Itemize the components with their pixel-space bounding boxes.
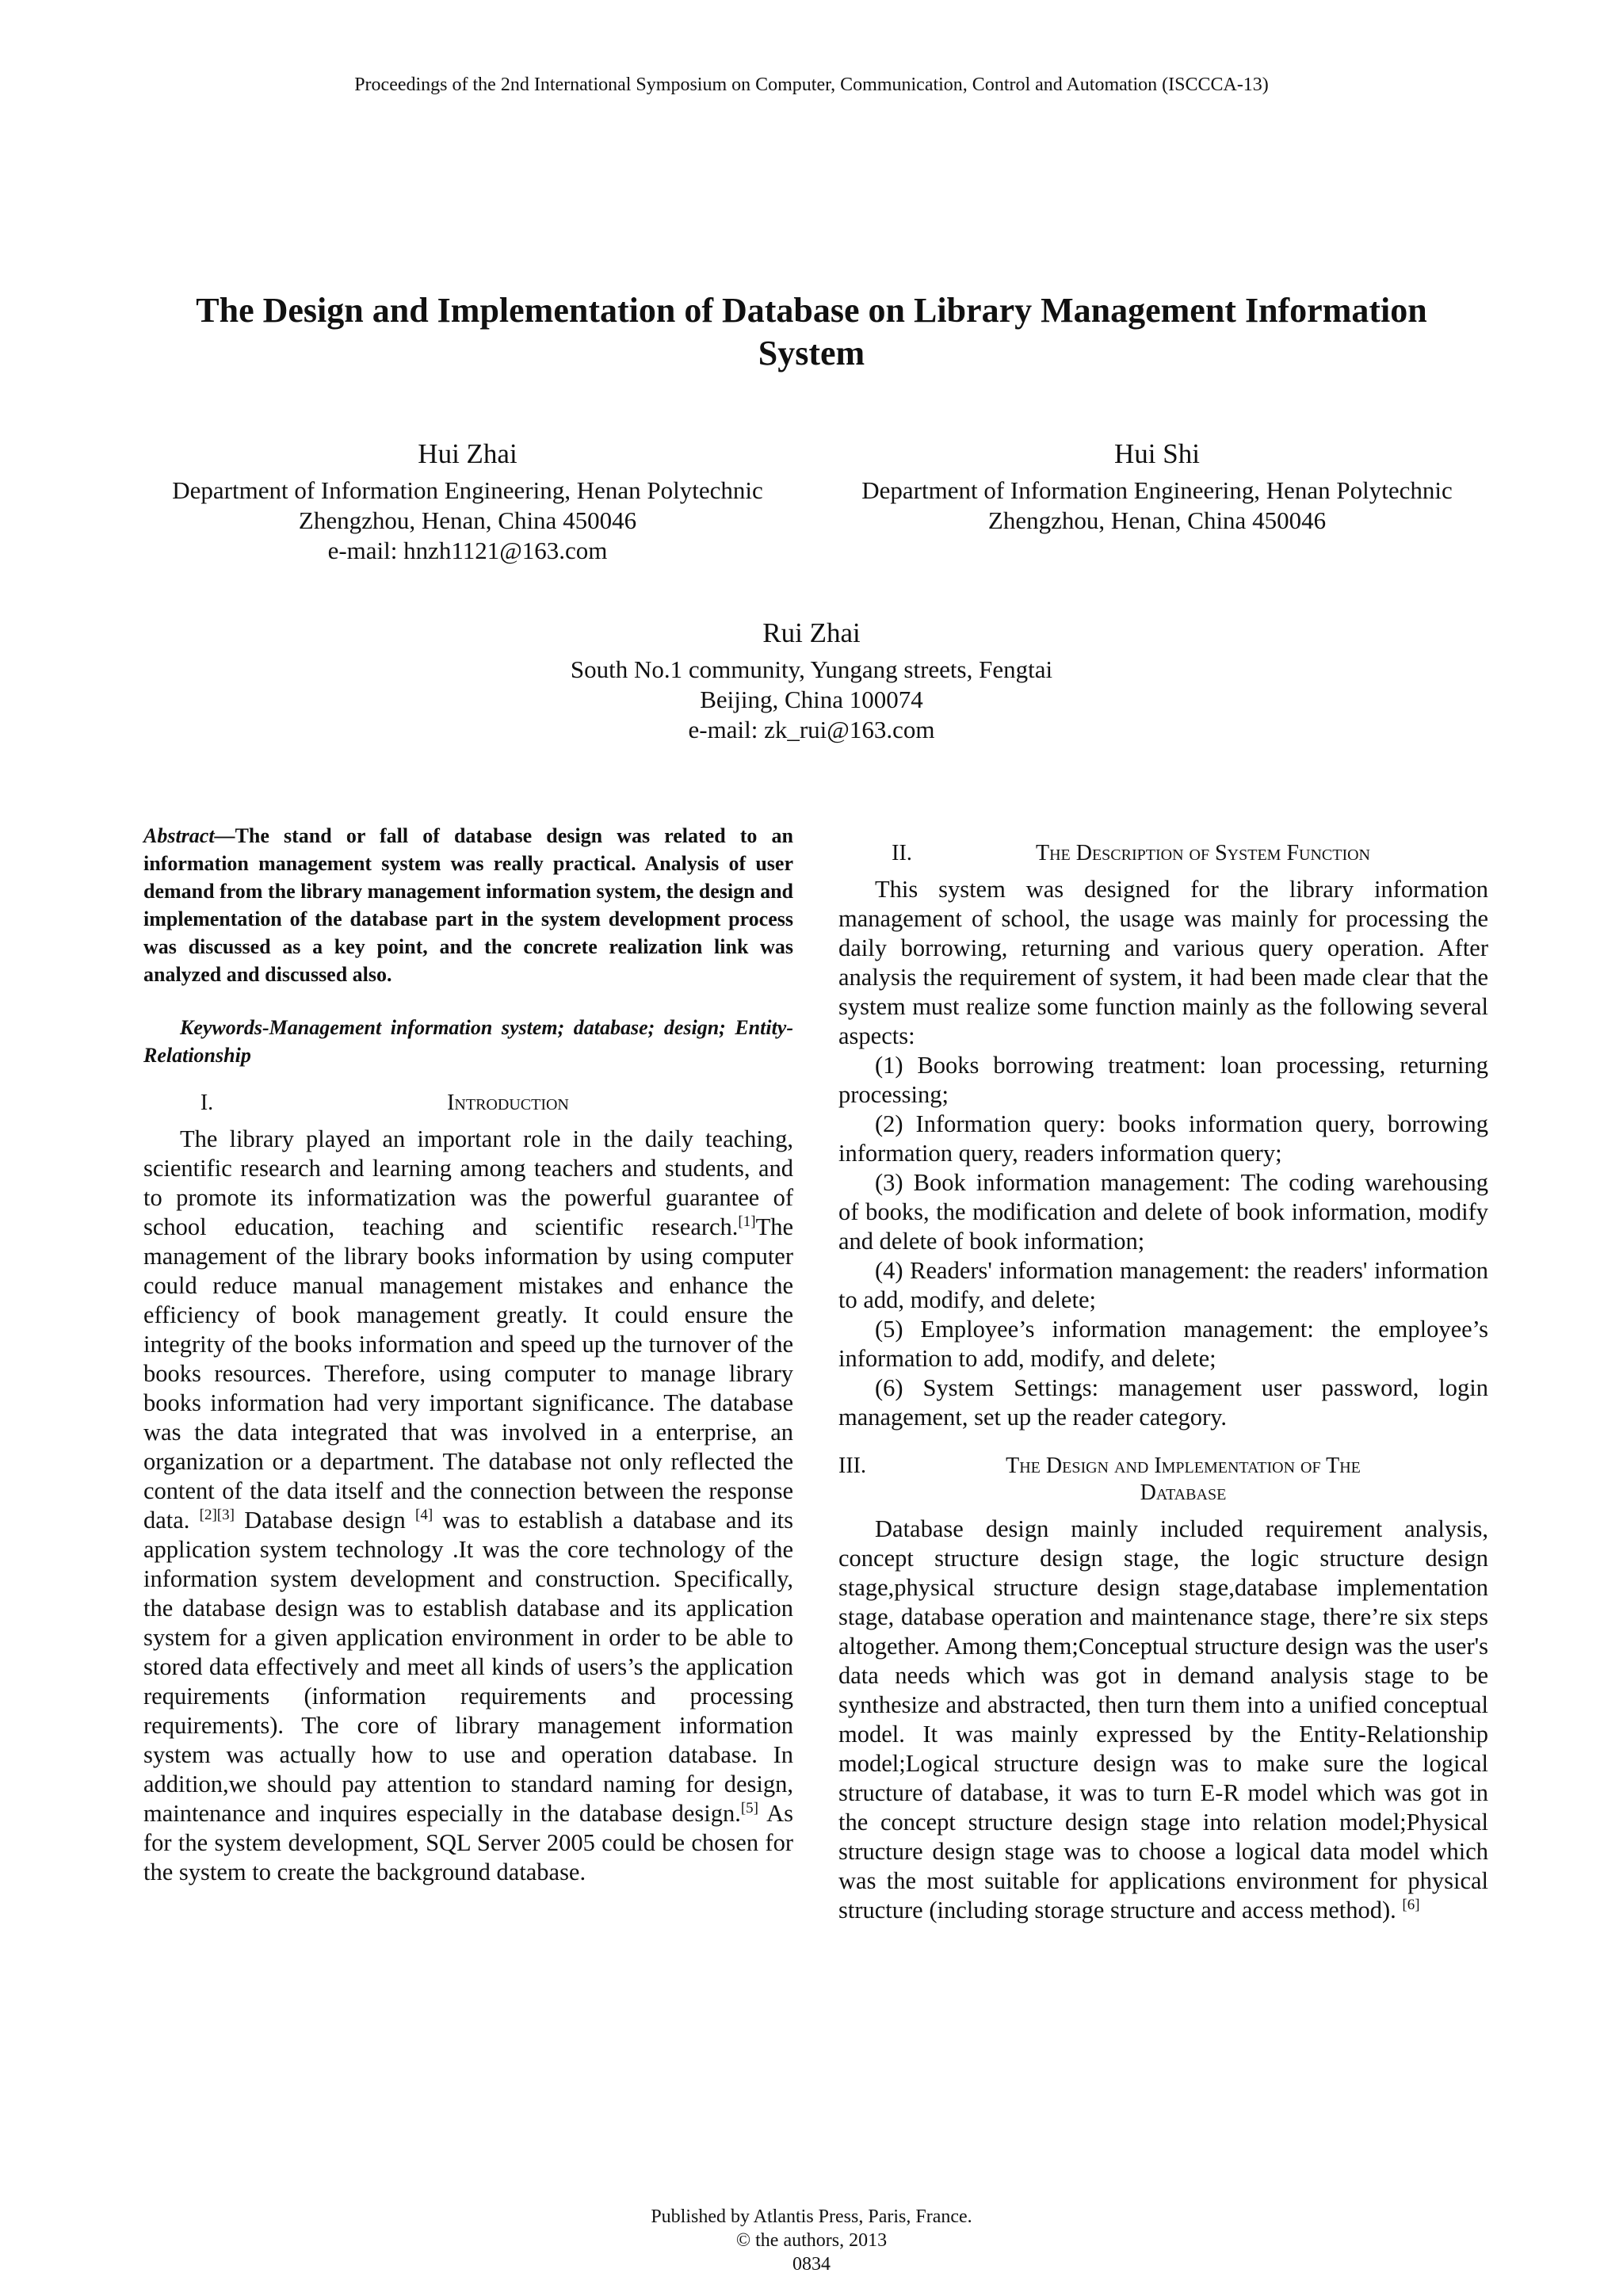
introduction-paragraph xyxy=(143,1125,793,1887)
section-number: III. xyxy=(838,1454,866,1478)
author-address: Beijing, China 100074 xyxy=(700,686,923,713)
citation: [4] xyxy=(415,1506,433,1523)
title-line-2: System xyxy=(758,334,865,372)
citation: [2][3] xyxy=(199,1506,235,1523)
author-affiliation: Department of Information Engineering, Henan Polytechnic xyxy=(172,476,763,504)
section-number: II. xyxy=(892,841,912,865)
section-title-line: Database xyxy=(1140,1480,1227,1505)
section-heading-introduction xyxy=(143,1090,793,1117)
function-list-item: (4) Readers' information management: the readers' information to add, modify, and delete; xyxy=(838,1257,1488,1313)
section-paragraph xyxy=(838,1515,1488,1925)
author-address: Zhengzhou, Henan, China 450046 xyxy=(987,506,1327,534)
function-list-item: (5) Employee’s information management: the employee’s information to add, modify, and delete; xyxy=(838,1316,1488,1372)
section-title: The Description of System Function xyxy=(1035,841,1371,865)
author-block xyxy=(127,439,808,566)
function-list-item: (2) Information query: books information query, borrowing information query, readers information query; xyxy=(838,1110,1488,1167)
author-address: Zhengzhou, Henan, China 450046 xyxy=(298,506,637,534)
author-name: Hui Zhai xyxy=(418,438,517,469)
section-title xyxy=(926,1453,1488,1507)
section-heading-database-design xyxy=(838,1453,1488,1507)
title-line-1: The Design and Implementation of Database on Library Management Information xyxy=(196,291,1427,330)
abstract xyxy=(143,822,793,988)
intro-text: Database design xyxy=(234,1507,416,1534)
author-affiliation: Department of Information Engineering, Henan Polytechnic xyxy=(861,476,1453,504)
function-list-item: (3) Book information management: The coding warehousing of books, the modification and delete of book information, modify and delete of book information; xyxy=(838,1169,1488,1255)
function-list-item: (1) Books borrowing treatment: loan processing, returning processing; xyxy=(838,1052,1488,1108)
paper-title xyxy=(119,289,1504,375)
author-name: Hui Shi xyxy=(1114,438,1200,469)
author-email: e-mail: hnzh1121@163.com xyxy=(327,537,608,564)
right-column xyxy=(838,840,1488,1925)
section-title-line: The Design and Implementation of The xyxy=(1006,1454,1361,1478)
author-name: Rui Zhai xyxy=(762,617,861,648)
left-column xyxy=(143,822,793,1887)
intro-text: was to establish a database and its application system technology .It was the core technology of the information system development and construction. Specifically, the database design was to establish database and its application system for a given application environment in order to be able to stored data effectively and meet all kinds of users’s the application requirements (information requirements and processing requirements). The core of library management information system was actually how to use and operation database. In addition,we should pay attention to standard naming for design, maintenance and inquires especially in the database design. xyxy=(143,1507,793,1827)
citation: [1] xyxy=(738,1213,756,1230)
section-number: I. xyxy=(200,1091,214,1115)
section-title: Introduction xyxy=(447,1091,569,1115)
page-footer xyxy=(0,2205,1623,2276)
citation: [6] xyxy=(1402,1896,1420,1913)
author-email: e-mail: zk_rui@163.com xyxy=(688,716,935,743)
intro-text: The management of the library books information by using computer could reduce manual management mistakes and enhance the efficiency of book management greatly. It could ensure the integrity of the books information and speed up the turnover of the books resources. Therefore, using computer to manage library books information had very important significance. The database was the data integrated that was involved in a enterprise, an organization or a department. The database not only reflected the content of the data itself and the connection between the response data. xyxy=(143,1213,793,1534)
keywords: Keywords-Management information system; database; design; Entity-Relationship xyxy=(143,1016,793,1067)
intro-text: As for the system development, SQL Server 2005 could be chosen for the system to create the background database. xyxy=(143,1800,793,1885)
function-list-item: (6) System Settings: management user password, login management, set up the reader category. xyxy=(838,1374,1488,1431)
section-paragraph: This system was designed for the library information management of school, the usage was mainly for processing the daily borrowing, returning and various query operation. After analysis the requirement of system, it had been made clear that the system must realize some function mainly as the following several aspects: xyxy=(838,876,1488,1049)
section-heading-system-function xyxy=(838,840,1488,867)
author-affiliation: South No.1 community, Yungang streets, Fengtai xyxy=(570,655,1053,683)
author-block xyxy=(415,618,1208,745)
abstract-text: The stand or fall of database design was related to an information management system was really practical. Analysis of user demand from the library management information system, the design and implementation of the database part in the system development process was discussed as a key point, and the concrete realization link was analyzed and discussed also. xyxy=(143,824,793,986)
citation: [5] xyxy=(740,1799,759,1817)
copyright-line: © the authors, 2013 xyxy=(735,2230,888,2251)
proceedings-header: Proceedings of the 2nd International Symposium on Computer, Communication, Control and Automation (ISCCCA-13) xyxy=(354,74,1269,95)
page-number: 0834 xyxy=(792,2254,831,2275)
abstract-label: Abstract— xyxy=(143,824,235,847)
publisher-line: Published by Atlantis Press, Paris, France. xyxy=(651,2206,972,2227)
intro-text: The library played an important role in the daily teaching, scientific research and learning among teachers and students, and to promote its informatization was the powerful guarantee of school education, teaching and scientific research. xyxy=(143,1125,793,1240)
author-block xyxy=(816,439,1498,536)
section-text: Database design mainly included requirement analysis, concept structure design stage, the logic structure design stage,physical structure design stage,database implementation stage, database operation and maintenance stage, there’re six steps altogether. Among them;Conceptual structure design was the user's data needs which was got in demand analysis stage to be synthesize and abstracted, then turn them into a unified conceptual model. It was mainly expressed by the Entity-Relationship model;Logical structure design was to make sure the logical structure of database, it was to turn E-R model which was got in the concept structure design stage into relation model;Physical structure design stage was to choose a logical data model which was the most suitable for applications environment for physical structure (including storage structure and access method). xyxy=(838,1515,1488,1924)
